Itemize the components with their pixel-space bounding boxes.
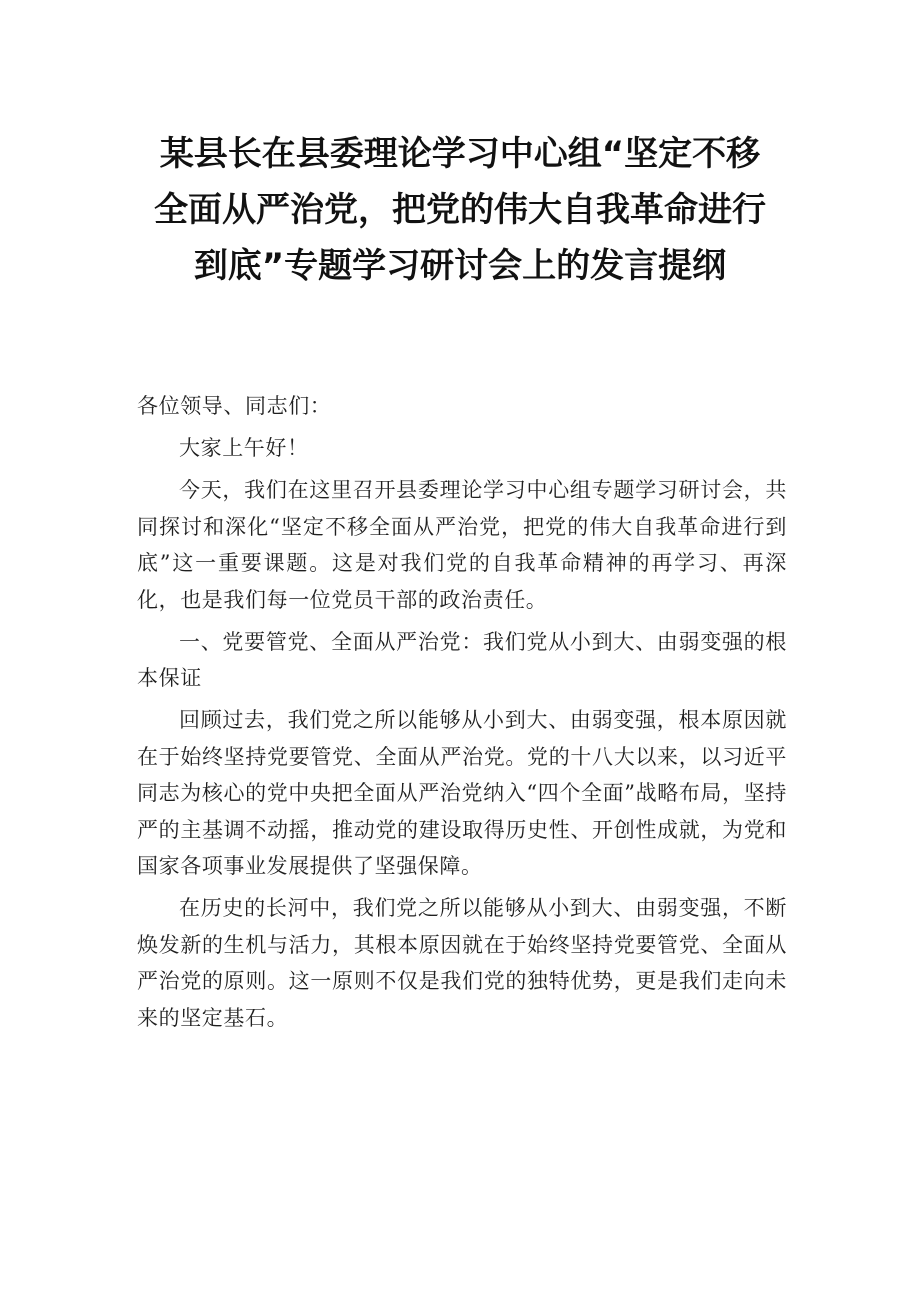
greeting: 大家上午好！ — [179, 436, 309, 460]
title-line-1: 某县长在县委理论学习中心组“坚定不移 — [159, 134, 761, 174]
title-line-3: 到底”专题学习研讨会上的发言提纲 — [193, 246, 727, 286]
paragraph-review: 回顾过去，我们党之所以能够从小到大、由弱变强，根本原因就在于始终坚持党要管党、全面从严治党。党的十八大以来，以习近平同志为核心的党中央把全面从严治党纳入“四个全面”战略布局，坚持严的主基调不动摇，推动党的建设取得历史性、开创性成就，为党和国家各项事业发展提供了坚强保障。 — [137, 708, 787, 878]
title-line-2: 全面从严治党，把党的伟大自我革命进行 — [154, 190, 766, 230]
salutation: 各位领导、同志们： — [137, 394, 332, 418]
document-body — [137, 388, 787, 1042]
section-heading-1: 一、党要管党、全面从严治党：我们党从小到大、由弱变强的根本保证 — [137, 629, 787, 690]
document-title — [120, 126, 800, 294]
paragraph-intro: 今天，我们在这里召开县委理论学习中心组专题学习研讨会，共同探讨和深化“坚定不移全面从严治党，把党的伟大自我革命进行到底”这一重要课题。这是对我们党的自我革命精神的再学习、再深化，也是我们每一位党员干部的政治责任。 — [137, 478, 787, 612]
paragraph-history: 在历史的长河中，我们党之所以能够从小到大、由弱变强，不断焕发新的生机与活力，其根本原因就在于始终坚持党要管党、全面从严治党的原则。这一原则不仅是我们党的独特优势，更是我们走向未来的坚定基石。 — [137, 896, 787, 1030]
